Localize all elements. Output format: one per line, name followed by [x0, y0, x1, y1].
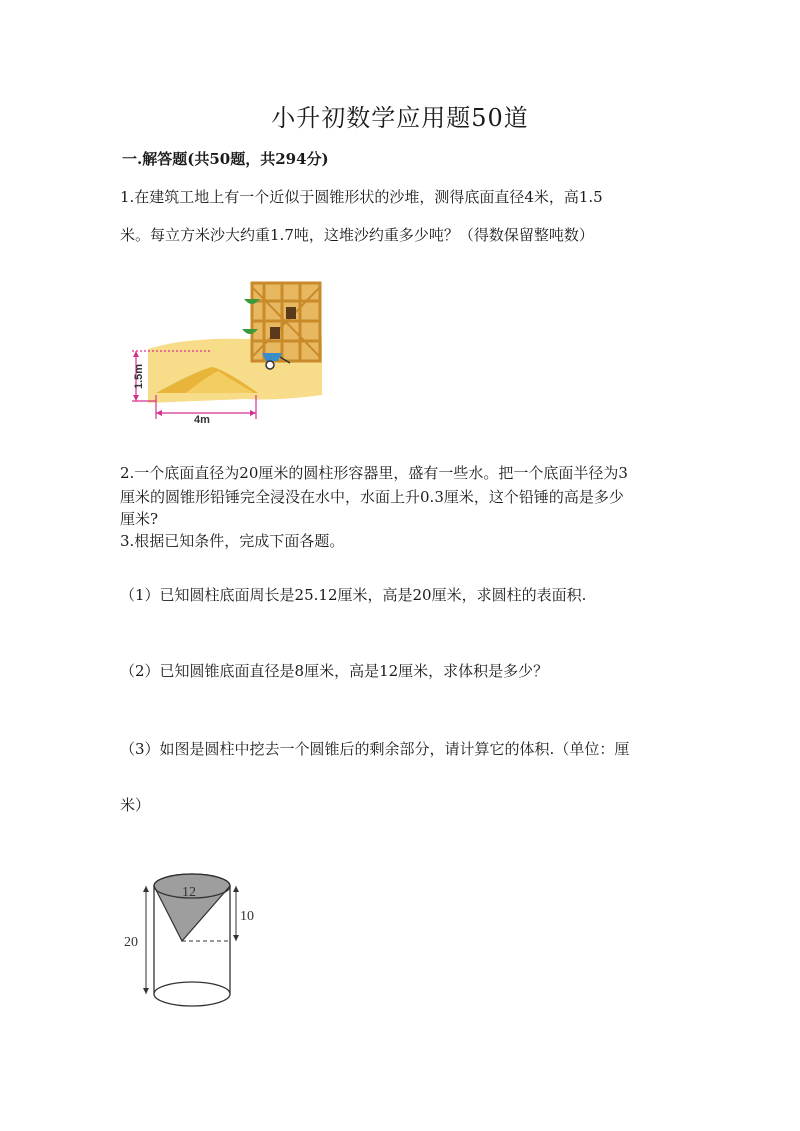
page-title: 小升初数学应用题50道 — [271, 104, 529, 132]
q1-line1: 1.在建筑工地上有一个近似于圆锥形状的沙堆，测得底面直径4米，高1.5 — [120, 188, 603, 206]
q3-sub1: （1）已知圆柱底面周长是25.12厘米，高是20厘米，求圆柱的表面积. — [120, 586, 587, 604]
q2-line3: 厘米? — [120, 510, 159, 528]
cylinder-cone-figure — [120, 870, 270, 1012]
q2-line2: 厘米的圆锥形铅锤完全浸没在水中，水面上升0.3厘米，这个铅锤的高是多少 — [120, 488, 624, 506]
scaffold-building — [252, 283, 320, 361]
diameter-label: 12 — [182, 885, 196, 900]
width-label: 4m — [194, 414, 210, 425]
height-label: 1.5m — [133, 363, 145, 389]
q3-intro: 3.根据已知条件，完成下面各题。 — [120, 532, 345, 550]
cylinder-height-label: 20 — [124, 935, 138, 950]
q3-sub3-line2: 米） — [120, 796, 151, 814]
q1-line2: 米。每立方米沙大约重1.7吨，这堆沙约重多少吨？（得数保留整吨数） — [120, 226, 594, 244]
sand-pile-figure — [126, 277, 331, 425]
cone-height-label: 10 — [240, 909, 254, 924]
section-heading: 一.解答题(共50题，共294分) — [122, 150, 329, 168]
q3-sub2: （2）已知圆锥底面直径是8厘米，高是12厘米，求体积是多少？ — [120, 662, 549, 680]
q3-sub3-line1: （3）如图是圆柱中挖去一个圆锥后的剩余部分，请计算它的体积.（单位：厘 — [120, 740, 630, 758]
q2-line1: 2.一个底面直径为20厘米的圆柱形容器里，盛有一些水。把一个底面半径为3 — [120, 464, 628, 482]
